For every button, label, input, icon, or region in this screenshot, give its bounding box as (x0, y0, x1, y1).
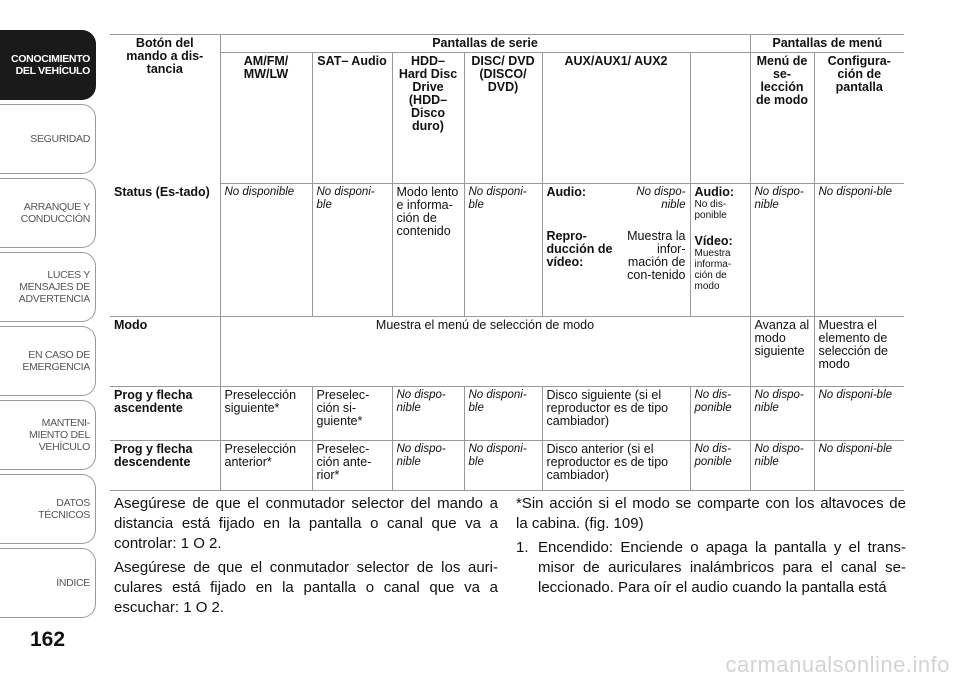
paragraph: Asegúrese de que el conmutador selector de los auri-culares está fijado en la pantalla o canal que va a escuchar: 1 O 2. (114, 559, 498, 616)
header-menu: Pantallas de menú (750, 35, 904, 53)
cell: No disponi-ble (814, 441, 904, 491)
cell: No disponi-ble (464, 184, 542, 317)
cell: Preselec-ción si-guiente* (312, 387, 392, 441)
cell: No dispo-nible (750, 387, 814, 441)
cell: Preselec-ción ante-rior* (312, 441, 392, 491)
cell-span: Muestra el menú de selección de modo (220, 317, 750, 387)
tab-label: ÍNDICE (56, 577, 90, 589)
table-row-modo (110, 317, 904, 387)
row-label: Modo (110, 317, 220, 387)
cell: Preselección anterior* (220, 441, 312, 491)
cell: Preselección siguiente* (220, 387, 312, 441)
cell: Avanza al modo siguiente (750, 317, 814, 387)
cell: Muestra el elemento de selección de modo (814, 317, 904, 387)
tab-label: ARRANQUE Y CONDUCCIÓN (20, 201, 90, 225)
tab-datos-tecnicos[interactable] (0, 474, 96, 544)
cell: No dispo-nible (392, 441, 464, 491)
row-label: Prog y flecha descendente (110, 441, 220, 491)
aux2-video-label: Vídeo: (694, 234, 733, 248)
table-subheader-row (110, 53, 904, 184)
subheader-aux: AUX/AUX1/ AUX2 (542, 53, 690, 184)
remote-control-table (110, 34, 904, 491)
list-text: Encendido: Enciende o apaga la pantalla y el trans-misor de auriculares inalámbricos para el canal se-leccionado. Para oír el audio cuando la pantalla está (538, 539, 906, 596)
tab-mantenimiento[interactable] (0, 400, 96, 470)
tab-label: EN CASO DE EMERGENCIA (22, 349, 90, 373)
tab-label: MANTENI- MIENTO DEL VEHÍCULO (29, 417, 90, 453)
aux-audio-value: No dispo-nible (636, 186, 686, 211)
tab-luces-y-mensajes[interactable] (0, 252, 96, 322)
subheader-amfm: AM/FM/ MW/LW (220, 53, 312, 184)
list-item (516, 538, 906, 598)
subheader-menu-selection: Menú de se-lección de modo (750, 53, 814, 184)
tab-en-caso-de-emergencia[interactable] (0, 326, 96, 396)
subheader-hdd: HDD– Hard Disc Drive (HDD– Disco duro) (392, 53, 464, 184)
aux-status-grid (547, 186, 686, 282)
subheader-aux-empty (690, 53, 750, 184)
cell-aux-status (542, 184, 690, 317)
header-series: Pantallas de serie (220, 35, 750, 53)
cell: Disco siguiente (si el reproductor es de tipo cambiador) (542, 387, 690, 441)
tab-label: DATOS TÉCNICOS (38, 497, 90, 521)
right-text-column (516, 494, 906, 598)
cell: No disponi-ble (312, 184, 392, 317)
cell: Modo lento e informa-ción de contenido (392, 184, 464, 317)
tab-arranque-y-conduccion[interactable] (0, 178, 96, 248)
cell-aux2-status (690, 184, 750, 317)
cell: No disponible (220, 184, 312, 317)
aux-video-label: Repro-ducción de vídeo: (546, 229, 613, 269)
tab-conocimiento-del-vehiculo[interactable] (0, 30, 96, 100)
aux2-audio-label: Audio: (694, 185, 735, 199)
table-header-row (110, 35, 904, 53)
cell: No disponi-ble (814, 184, 904, 317)
subheader-sat: SAT– Audio (312, 53, 392, 184)
subheader-config: Configura-ción de pantalla (814, 53, 904, 184)
list-number: 1. (516, 539, 529, 556)
aux-video-value: Muestra la infor-mación de con-tenido (627, 229, 686, 282)
subheader-disc: DISC/ DVD (DISCO/ DVD) (464, 53, 542, 184)
cell: No dis-ponible (690, 387, 750, 441)
cell: No dis-ponible (690, 441, 750, 491)
tab-label: LUCES Y MENSAJES DE ADVERTENCIA (18, 269, 90, 305)
table-row-prog-down (110, 441, 904, 491)
aux2-video-value: Muestra informa-ción de modo (694, 248, 732, 292)
row-label: Prog y flecha ascendente (110, 387, 220, 441)
paragraph: Asegúrese de que el conmutador selector del mando a distancia está fijado en la pantalla o canal que va a controlar: 1 O 2. (114, 495, 498, 552)
footnote: *Sin acción si el modo se comparte con los altavoces de la cabina. (fig. 109) (516, 495, 906, 532)
left-text-column (114, 494, 498, 622)
cell: No dispo-nible (750, 441, 814, 491)
aux-audio-label: Audio: (546, 185, 587, 199)
tab-label: CONOCIMIENTO DEL VEHÍCULO (10, 53, 90, 77)
cell: No disponi-ble (814, 387, 904, 441)
cell: No dispo-nible (750, 184, 814, 317)
cell: Disco anterior (si el reproductor es de tipo cambiador) (542, 441, 690, 491)
tab-seguridad[interactable] (0, 104, 96, 174)
tab-indice[interactable] (0, 548, 96, 618)
table-row-prog-up (110, 387, 904, 441)
cell: No disponi-ble (464, 441, 542, 491)
header-button: Botón del mando a dis-tancia (110, 35, 220, 184)
tab-label: SEGURIDAD (30, 133, 90, 145)
watermark: carmanualsonline.info (725, 652, 950, 677)
page-number: 162 (30, 628, 66, 651)
table-row-status (110, 184, 904, 317)
aux2-audio-value: No dis-ponible (694, 199, 727, 221)
cell: No disponi-ble (464, 387, 542, 441)
row-label: Status (Es-tado) (110, 184, 220, 317)
cell: No dispo-nible (392, 387, 464, 441)
